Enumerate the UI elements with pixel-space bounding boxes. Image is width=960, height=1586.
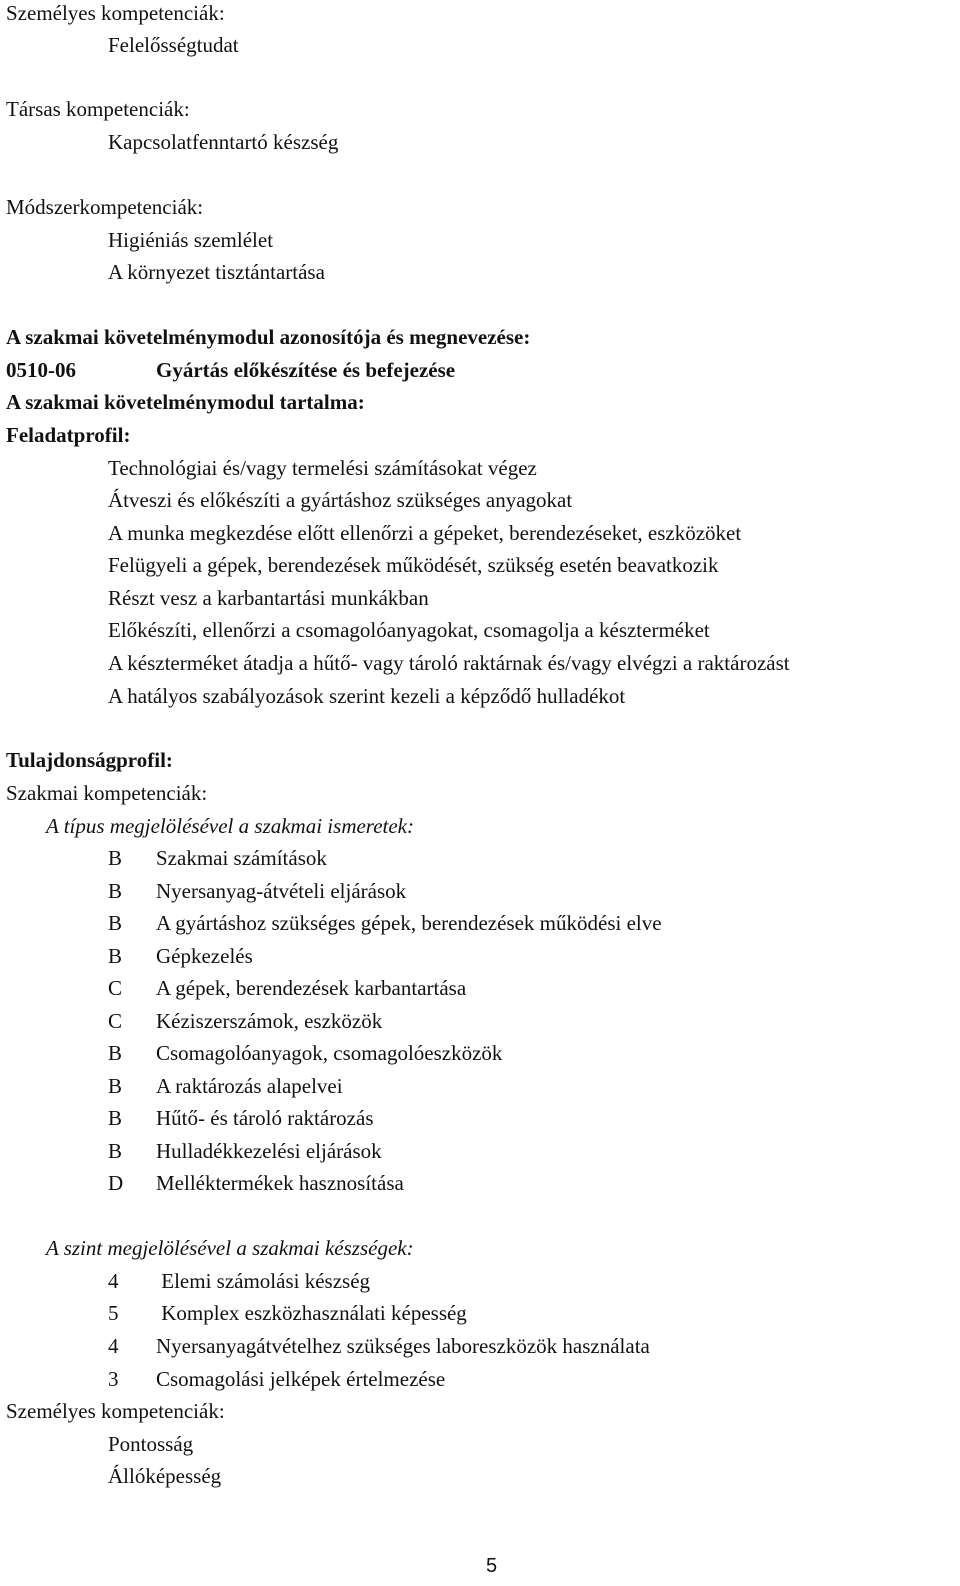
skill-level-code: 4 <box>108 1334 119 1358</box>
knowledge-item <box>108 1105 374 1131</box>
skill-text: Elemi számolási készség <box>156 1269 371 1293</box>
knowledge-type-code: B <box>108 944 123 968</box>
skill-level-code: 4 <box>108 1269 119 1293</box>
task-item: Átveszi és előkészíti a gyártáshoz szükséges anyagokat <box>108 488 573 512</box>
personal-competencies-heading: Személyes kompetenciák: <box>6 1 225 25</box>
task-item: Felügyeli a gépek, berendezések működését, szükség esetén beavatkozik <box>108 553 719 577</box>
skill-level-code: 5 <box>108 1301 119 1325</box>
method-competency-item: A környezet tisztántartása <box>108 260 325 284</box>
task-profile-heading: Feladatprofil: <box>6 423 131 447</box>
knowledge-text: Hűtő- és tároló raktározás <box>156 1106 374 1130</box>
property-profile-heading: Tulajdonságprofil: <box>6 748 173 772</box>
knowledge-text: Szakmai számítások <box>156 846 327 870</box>
task-item: A hatályos szabályozások szerint kezeli a képződő hulladékot <box>108 684 626 708</box>
knowledge-text: A gépek, berendezések karbantartása <box>156 976 467 1000</box>
knowledge-heading: A típus megjelölésével a szakmai ismeretek: <box>46 814 414 838</box>
knowledge-item <box>108 1073 343 1099</box>
social-competencies-heading: Társas kompetenciák: <box>6 97 190 121</box>
knowledge-type-code: C <box>108 976 123 1000</box>
professional-competencies-heading: Szakmai kompetenciák: <box>6 781 208 805</box>
knowledge-item <box>108 845 327 871</box>
knowledge-text: Nyersanyag-átvételi eljárások <box>156 879 407 903</box>
knowledge-text: Csomagolóanyagok, csomagolóeszközök <box>156 1041 503 1065</box>
skill-text: Komplex eszközhasználati képesség <box>156 1301 467 1325</box>
knowledge-item <box>108 1008 382 1034</box>
module-name: Gyártás előkészítése és befejezése <box>156 358 456 382</box>
personal-competency-item: Állóképesség <box>108 1464 222 1488</box>
skill-item <box>108 1366 445 1392</box>
skill-item <box>108 1333 650 1359</box>
knowledge-item <box>108 878 406 904</box>
knowledge-type-code: B <box>108 911 123 935</box>
skill-text: Nyersanyagátvételhez szükséges laboreszközök használata <box>156 1334 650 1358</box>
knowledge-type-code: B <box>108 846 123 870</box>
knowledge-type-code: B <box>108 1139 123 1163</box>
knowledge-type-code: D <box>108 1171 124 1195</box>
task-item: A munka megkezdése előtt ellenőrzi a gépeket, berendezéseket, eszközöket <box>108 521 742 545</box>
method-competencies-heading: Módszerkompetenciák: <box>6 195 204 219</box>
skill-item <box>108 1268 370 1294</box>
knowledge-type-code: B <box>108 879 123 903</box>
knowledge-item <box>108 975 466 1001</box>
knowledge-type-code: B <box>108 1106 123 1130</box>
task-item: Előkészíti, ellenőrzi a csomagolóanyagokat, csomagolja a készterméket <box>108 618 710 642</box>
skill-level-code: 3 <box>108 1367 119 1391</box>
knowledge-text: Kéziszerszámok, eszközök <box>156 1009 383 1033</box>
task-item: Részt vesz a karbantartási munkákban <box>108 586 429 610</box>
personal-competency-item: Felelősségtudat <box>108 33 239 57</box>
personal-competency-item: Pontosság <box>108 1432 194 1456</box>
knowledge-type-code: C <box>108 1009 123 1033</box>
module-code-row <box>6 357 456 383</box>
module-content-heading: A szakmai követelménymodul tartalma: <box>6 390 365 414</box>
social-competency-item: Kapcsolatfenntartó készség <box>108 130 339 154</box>
knowledge-item <box>108 1170 404 1196</box>
knowledge-type-code: B <box>108 1074 123 1098</box>
personal-competencies-heading: Személyes kompetenciák: <box>6 1399 225 1423</box>
knowledge-item <box>108 1040 502 1066</box>
task-item: Technológiai és/vagy termelési számításokat végez <box>108 456 537 480</box>
knowledge-text: Hulladékkezelési eljárások <box>156 1139 382 1163</box>
knowledge-text: A raktározás alapelvei <box>156 1074 343 1098</box>
skill-text: Csomagolási jelképek értelmezése <box>156 1367 446 1391</box>
knowledge-text: Gépkezelés <box>156 944 253 968</box>
knowledge-text: A gyártáshoz szükséges gépek, berendezések működési elve <box>156 911 662 935</box>
page-number: 5 <box>486 1555 498 1577</box>
module-code: 0510-06 <box>6 358 76 382</box>
method-competency-item: Higiéniás szemlélet <box>108 228 274 252</box>
knowledge-item <box>108 910 662 936</box>
skill-item <box>108 1300 467 1326</box>
module-id-heading: A szakmai követelménymodul azonosítója és megnevezése: <box>6 325 531 349</box>
knowledge-type-code: B <box>108 1041 123 1065</box>
knowledge-item <box>108 1138 382 1164</box>
knowledge-text: Melléktermékek hasznosítása <box>156 1171 404 1195</box>
skills-heading: A szint megjelölésével a szakmai készségek: <box>46 1236 414 1260</box>
task-item: A készterméket átadja a hűtő- vagy tároló raktárnak és/vagy elvégzi a raktározást <box>108 651 790 675</box>
knowledge-item <box>108 943 253 969</box>
